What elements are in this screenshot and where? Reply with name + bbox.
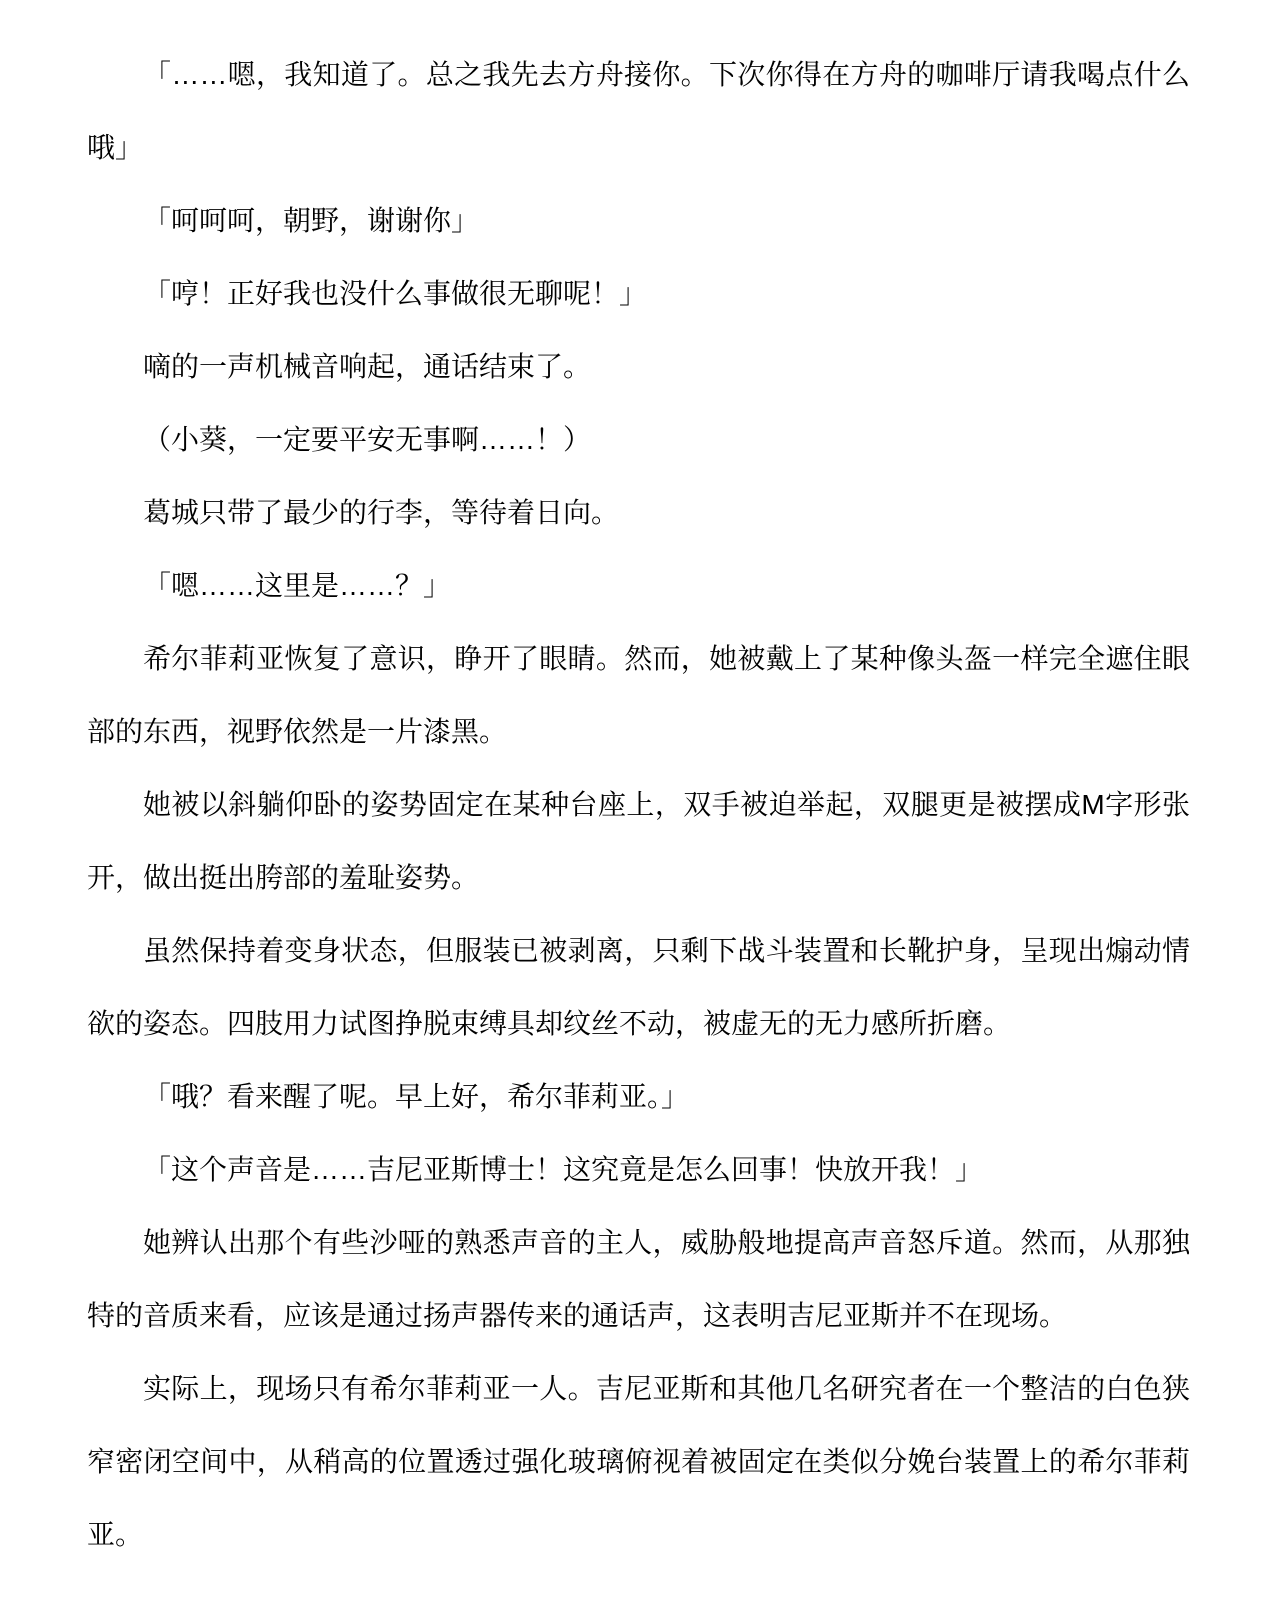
paragraph: 她被以斜躺仰卧的姿势固定在某种台座上，双手被迫举起，双腿更是被摆成M字形张开，做出挺出胯部的羞耻姿势。 — [87, 789, 1190, 893]
paragraph: 虽然保持着变身状态，但服装已被剥离，只剩下战斗装置和长靴护身，呈现出煽动情欲的姿态。四肢用力试图挣脱束缚具却纹丝不动，被虚无的无力感所折磨。 — [87, 935, 1190, 1039]
paragraph: 「呵呵呵，朝野，谢谢你」 — [143, 205, 480, 236]
paragraph: 葛城只带了最少的行李，等待着日向。 — [143, 497, 620, 528]
paragraph: 「哼！正好我也没什么事做很无聊呢！」 — [143, 278, 648, 309]
paragraph: 「嗯……这里是……？」 — [143, 570, 452, 601]
paragraph: （小葵，一定要平安无事啊……！） — [143, 424, 592, 455]
paragraph: 嘀的一声机械音响起，通话结束了。 — [143, 351, 592, 382]
paragraph: 希尔菲莉亚恢复了意识，睁开了眼睛。然而，她被戴上了某种像头盔一样完全遮住眼部的东西，视野依然是一片漆黑。 — [87, 643, 1190, 747]
paragraph: 「这个声音是……吉尼亚斯博士！这究竟是怎么回事！快放开我！」 — [143, 1154, 984, 1185]
paragraph: 她辨认出那个有些沙哑的熟悉声音的主人，威胁般地提高声音怒斥道。然而，从那独特的音质来看，应该是通过扬声器传来的通话声，这表明吉尼亚斯并不在现场。 — [87, 1227, 1190, 1331]
paragraph: 「……嗯，我知道了。总之我先去方舟接你。下次你得在方舟的咖啡厅请我喝点什么哦」 — [87, 59, 1190, 163]
paragraph: 「哦？看来醒了呢。早上好，希尔菲莉亚。」 — [143, 1081, 690, 1112]
paragraph: 实际上，现场只有希尔菲莉亚一人。吉尼亚斯和其他几名研究者在一个整洁的白色狭窄密闭空间中，从稍高的位置透过强化玻璃俯视着被固定在类似分娩台装置上的希尔菲莉亚。 — [87, 1373, 1190, 1550]
